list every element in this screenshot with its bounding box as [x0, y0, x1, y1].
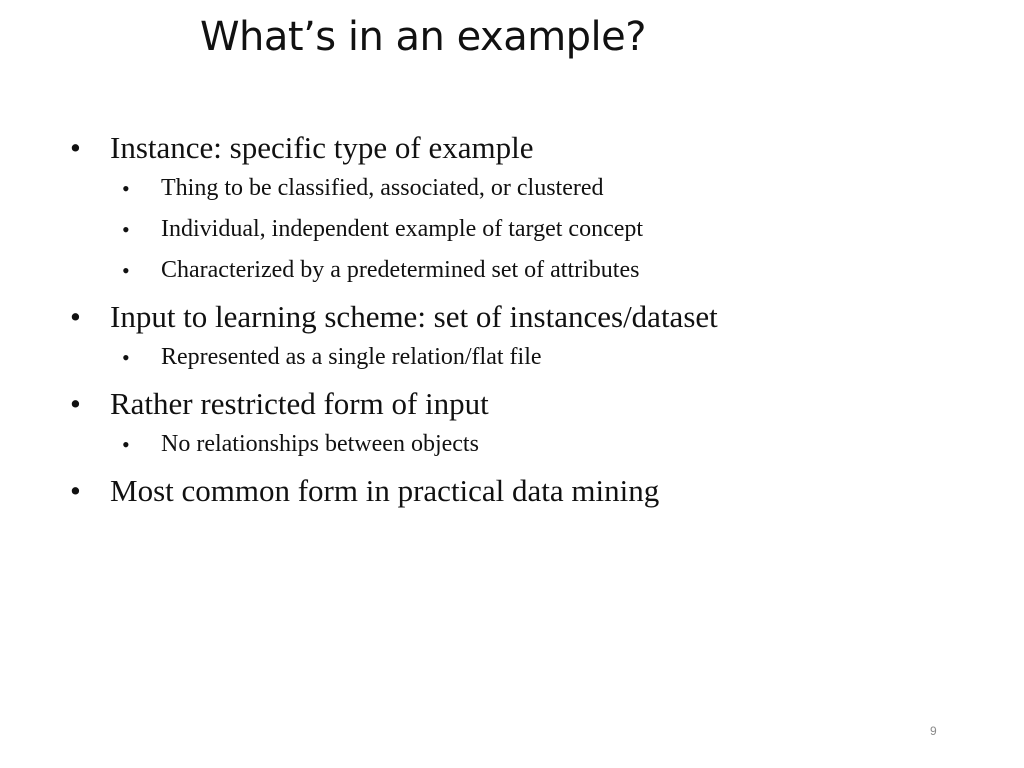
sub-bullet-item: [0, 168, 1024, 209]
bullet-text: Input to learning scheme: set of instances/dataset: [110, 299, 718, 334]
bullet-text: Rather restricted form of input: [110, 386, 489, 421]
sub-bullet-text: Thing to be classified, associated, or clustered: [161, 175, 604, 201]
sub-bullet-item: [0, 424, 1024, 465]
bullet-dot-icon: •: [122, 176, 130, 201]
bullet-dot-icon: •: [122, 432, 130, 457]
sub-bullet-item: [0, 250, 1024, 291]
bullet-dot-icon: •: [122, 217, 130, 242]
bullet-dot-icon: •: [70, 299, 81, 334]
bullet-item: [0, 297, 1024, 337]
bullet-list: [0, 128, 1024, 511]
bullet-dot-icon: •: [70, 386, 81, 421]
sub-bullet-text: Individual, independent example of target concept: [161, 216, 644, 242]
slide-number: 9: [930, 724, 937, 738]
sub-bullet-text: No relationships between objects: [161, 431, 479, 457]
bullet-dot-icon: •: [70, 130, 81, 165]
bullet-item: [0, 128, 1024, 168]
sub-bullet-text: Represented as a single relation/flat file: [161, 344, 542, 370]
sub-bullet-text: Characterized by a predetermined set of attributes: [161, 257, 640, 283]
bullet-text: Instance: specific type of example: [110, 130, 534, 165]
bullet-text: Most common form in practical data mining: [110, 473, 660, 508]
sub-bullet-item: [0, 209, 1024, 250]
bullet-dot-icon: •: [70, 473, 81, 508]
bullet-dot-icon: •: [122, 258, 130, 283]
sub-bullet-item: [0, 337, 1024, 378]
bullet-dot-icon: •: [122, 345, 130, 370]
bullet-item: [0, 471, 1024, 511]
bullet-item: [0, 384, 1024, 424]
slide-title: What’s in an example?: [199, 14, 647, 60]
